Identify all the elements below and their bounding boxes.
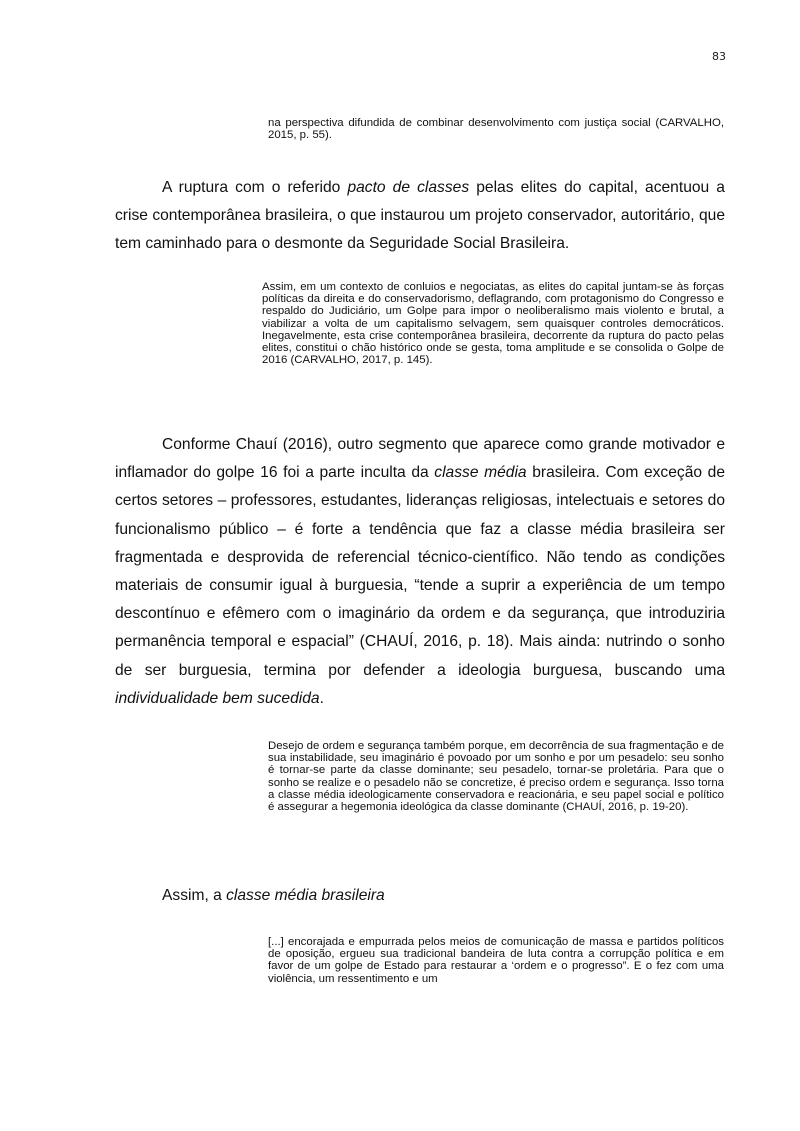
emphasis-classe-media: classe média [434, 464, 527, 482]
paragraph-text: brasileira. Com exceção de certos setores – professores, estudantes, lideranças religiosas, intelectuais e setores do funcionalismo público – é forte a tendência que faz a classe média brasileira ser fragmentada e desprovida de referencial técnico-científico. Não tendo as condições materiais de consumir igual à burguesia, “tende a suprir a experiência de um tempo descontínuo e efêmero com o imaginário da ordem e da segurança, que introduziria permanência temporal e espacial” (CHAUÍ, 2016, p. 18). Mais ainda: nutrindo o sonho de ser burguesia, termina por defender a ideologia burguesa, buscando uma [115, 464, 726, 679]
paragraph-text: Conforme Chauí (2016), outro segmento que aparece como grande motivador e inflamador do golpe 16 foi a parte inculta da [115, 436, 725, 482]
page-number: 83 [712, 50, 726, 63]
paragraph-ruptura [115, 174, 725, 259]
block-quote-carvalho-2015: na perspectiva difundida de combinar desenvolvimento com justiça social (CARVALHO, 2015, p. 55). [268, 117, 724, 142]
paragraph-assim [162, 882, 385, 910]
paragraph-text: A ruptura com o referido [162, 179, 348, 196]
paragraph-text: pelas elites do capital, acentuou a crise contemporânea brasileira, o que instaurou um projeto conservador, autoritário, que tem caminhado para o desmonte da Seguridade Social Brasileira. [115, 179, 725, 253]
emphasis-individualidade: individualidade bem sucedida [115, 689, 320, 707]
paragraph-text: Assim, a [162, 887, 227, 904]
emphasis-pacto-de-classes: pacto de classes [347, 179, 470, 196]
block-quote-chaui-2016: Desejo de ordem e segurança também porque, em decorrência de sua fragmentação e de sua instabilidade, seu imaginário é povoado por um sonho e por um pesadelo: seu sonho é tornar-se parte da classe dominante; seu pesadelo, tornar-se proletária. Para que o sonho se realize e o pesadelo não se concretize, é preciso ordem e segurança. Isso torna a classe média ideologicamente conservadora e reacionária, e seu papel social e político é assegurar a hegemonia ideológica da classe dominante (CHAUÍ, 2016, p. 19-20). [268, 740, 724, 814]
block-quote-encorajada: [...] encorajada e empurrada pelos meios de comunicação de massa e partidos políticos de oposição, ergueu sua tradicional bandeira de luta contra a corrupção política e em favor de um golpe de Estado para restaurar a ‘ordem e o progresso”. E o fez com uma violência, um ressentimento e um [268, 936, 724, 985]
block-quote-carvalho-2017: Assim, em um contexto de conluios e negociatas, as elites do capital juntam-se às forças políticas da direita e do conservadorismo, deflagrando, com protagonismo do Congresso e respaldo do Judiciário, um Golpe para impor o neoliberalismo mais violento e brutal, a viabilizar a volta de um capitalismo selvagem, sem quaisquer controles democráticos. Inegavelmente, esta crise contemporânea brasileira, decorrente da ruptura do pacto pelas elites, constitui o chão histórico onde se gesta, toma amplitude e se consolida o Golpe de 2016 (CARVALHO, 2017, p. 145). [262, 281, 724, 367]
paragraph-conforme-chaui [115, 431, 725, 713]
emphasis-classe-media-brasileira: classe média brasileira [226, 887, 385, 904]
paragraph-text: . [319, 689, 324, 707]
